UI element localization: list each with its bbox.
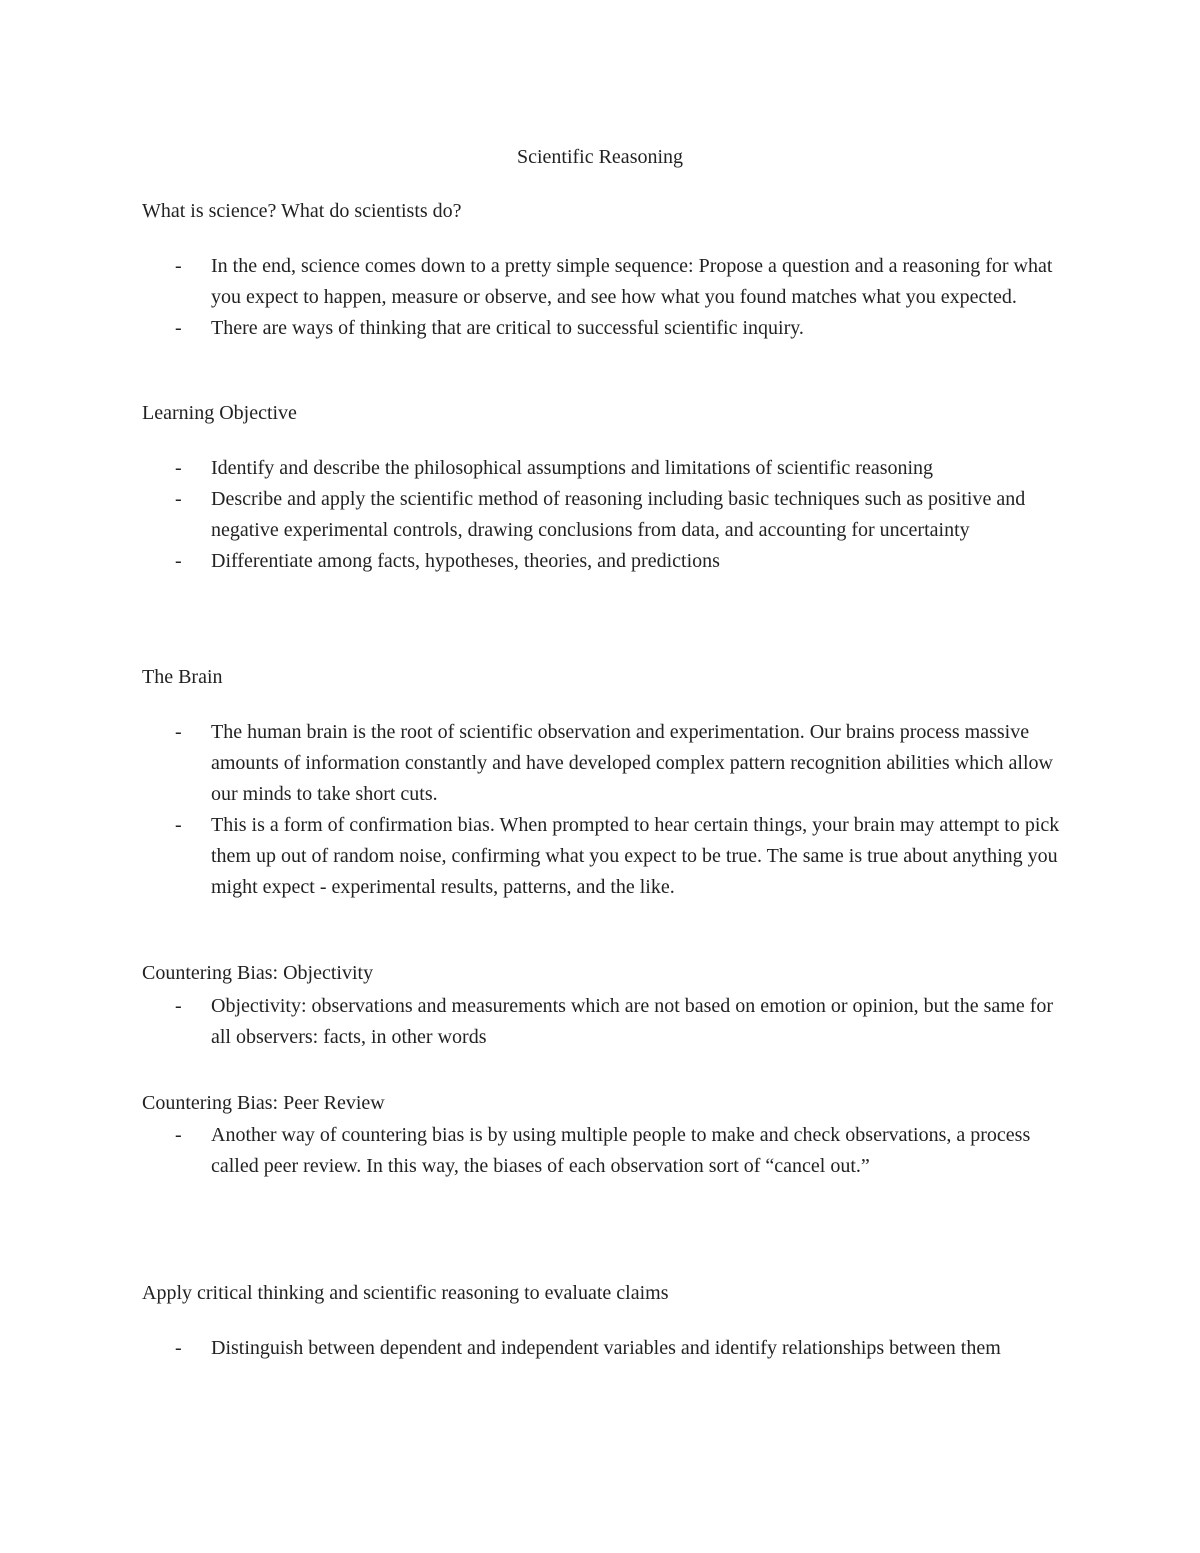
- document-title: Scientific Reasoning: [516, 146, 684, 168]
- dash-bullet-icon: -: [175, 488, 182, 510]
- bullet-list-critical-thinking: [142, 1333, 1072, 1364]
- list-item: [142, 1120, 1072, 1182]
- list-item-text: Another way of countering bias is by using multiple people to make and check observations, a process called peer review. In this way, the biases of each observation sort of “cancel out.”: [211, 1124, 1031, 1177]
- list-item: [142, 546, 1072, 577]
- dash-bullet-icon: -: [175, 550, 182, 572]
- dash-bullet-icon: -: [175, 457, 182, 479]
- section-heading-objectivity: Countering Bias: Objectivity: [142, 962, 374, 984]
- dash-bullet-icon: -: [175, 995, 182, 1017]
- list-item: [142, 313, 1072, 344]
- dash-bullet-icon: -: [175, 255, 182, 277]
- dash-bullet-icon: -: [175, 814, 182, 836]
- list-item-text: Differentiate among facts, hypotheses, theories, and predictions: [211, 550, 720, 572]
- list-item: [142, 810, 1072, 903]
- dash-bullet-icon: -: [175, 721, 182, 743]
- list-item-text: Describe and apply the scientific method of reasoning including basic techniques such as positive and negative experimental controls, drawing conclusions from data, and accounting for uncertainty: [211, 488, 1026, 541]
- list-item-text: In the end, science comes down to a pretty simple sequence: Propose a question and a reasoning for what you expect to happen, measure or observe, and see how what you found matches what you expected.: [211, 255, 1053, 308]
- section-heading-learning-objective: Learning Objective: [142, 402, 297, 424]
- list-item: [142, 991, 1072, 1053]
- list-item: [142, 1333, 1072, 1364]
- list-item: [142, 251, 1072, 313]
- bullet-list-the-brain: [142, 717, 1072, 903]
- dash-bullet-icon: -: [175, 317, 182, 339]
- section-heading-what-is-science: What is science? What do scientists do?: [142, 200, 462, 222]
- section-heading-the-brain: The Brain: [142, 666, 223, 688]
- list-item-text: This is a form of confirmation bias. When prompted to hear certain things, your brain may attempt to pick them up out of random noise, confirming what you expect to be true. The same is true about anything you might expect - experimental results, patterns, and the like.: [211, 814, 1060, 898]
- list-item-text: Identify and describe the philosophical assumptions and limitations of scientific reasoning: [211, 457, 934, 479]
- list-item-text: The human brain is the root of scientific observation and experimentation. Our brains process massive amounts of information constantly and have developed complex pattern recognition abilities which allow our minds to take short cuts.: [211, 721, 1053, 805]
- list-item-text: Objectivity: observations and measurements which are not based on emotion or opinion, but the same for all observers: facts, in other words: [211, 995, 1054, 1048]
- bullet-list-peer-review: [142, 1120, 1072, 1182]
- list-item: [142, 484, 1072, 546]
- bullet-list-learning-objective: [142, 453, 1072, 577]
- section-heading-peer-review: Countering Bias: Peer Review: [142, 1092, 385, 1114]
- bullet-list-objectivity: [142, 991, 1072, 1053]
- dash-bullet-icon: -: [175, 1124, 182, 1146]
- list-item: [142, 453, 1072, 484]
- section-heading-critical-thinking: Apply critical thinking and scientific reasoning to evaluate claims: [142, 1282, 669, 1304]
- list-item: [142, 717, 1072, 810]
- bullet-list-what-is-science: [142, 251, 1072, 344]
- list-item-text: Distinguish between dependent and independent variables and identify relationships between them: [211, 1337, 1001, 1359]
- list-item-text: There are ways of thinking that are critical to successful scientific inquiry.: [211, 317, 804, 339]
- dash-bullet-icon: -: [175, 1337, 182, 1359]
